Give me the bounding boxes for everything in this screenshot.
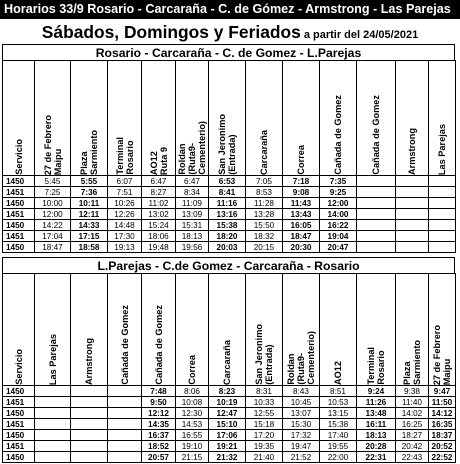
service-number-cell: 1450 (3, 176, 35, 187)
service-number-cell: 1451 (3, 187, 35, 198)
time-cell (108, 386, 142, 397)
time-cell: 7:51 (108, 187, 142, 198)
time-cell (71, 397, 108, 408)
time-cell: 9:38 (396, 386, 429, 397)
time-cell: 18:37 (429, 430, 456, 441)
days-label: Sábados, Domingos y Feriados (41, 22, 301, 42)
time-cell: 10:00 (35, 198, 71, 209)
time-cell: 19:04 (320, 231, 357, 242)
time-cell: 17:15 (71, 231, 108, 242)
column-header-label: San Jeronimo (Entrada) (217, 114, 237, 175)
time-cell: 15:18 (246, 419, 283, 430)
time-cell (35, 408, 71, 419)
time-cell: 19:48 (142, 242, 176, 253)
table-row (3, 231, 456, 242)
time-cell: 19:47 (283, 441, 320, 452)
table-row (3, 419, 456, 430)
time-cell: 19:10 (176, 441, 209, 452)
column-header-carcarana (209, 274, 246, 386)
table-row (3, 452, 456, 463)
column-header-armstrong (396, 61, 429, 176)
column-header-servicio (3, 274, 35, 386)
time-cell: 19:21 (209, 441, 246, 452)
column-header-label: San Jeronimo (Entrada) (254, 324, 274, 385)
time-cell: 15:30 (283, 419, 320, 430)
service-number-cell: 1450 (3, 220, 35, 231)
time-cell (71, 419, 108, 430)
column-header-armstrong (71, 274, 108, 386)
time-cell: 18:58 (71, 242, 108, 253)
time-cell: 5:55 (71, 176, 108, 187)
time-cell: 14:33 (71, 220, 108, 231)
time-cell: 9:08 (283, 187, 320, 198)
column-header-san-jeronimo-entrada (209, 61, 246, 176)
column-header-correa (283, 61, 320, 176)
time-cell (396, 176, 429, 187)
time-cell (357, 176, 396, 187)
column-header-label: Correa (296, 145, 306, 175)
time-cell: 19:13 (108, 242, 142, 253)
time-cell (71, 430, 108, 441)
time-cell: 16:55 (176, 430, 209, 441)
service-number-cell: 1451 (3, 209, 35, 220)
service-number-cell: 1450 (3, 452, 35, 463)
table-row (3, 220, 456, 231)
time-cell: 8:31 (246, 386, 283, 397)
column-header-row (3, 61, 456, 176)
time-cell: 10:19 (209, 397, 246, 408)
column-header-label: Carcaraña (259, 130, 269, 175)
time-cell (35, 441, 71, 452)
column-header-27-de-febrero-maipu (35, 61, 71, 176)
column-header-plaza-sarmiento (396, 274, 429, 386)
time-cell (429, 198, 456, 209)
time-cell (429, 220, 456, 231)
time-cell: 14:00 (320, 209, 357, 220)
time-cell: 18:27 (396, 430, 429, 441)
service-number-cell: 1451 (3, 231, 35, 242)
time-cell: 20:15 (246, 242, 283, 253)
table-row (3, 198, 456, 209)
time-cell: 13:07 (283, 408, 320, 419)
column-header-terminal-rosario (108, 61, 142, 176)
route-title-outbound: Rosario - Carcaraña - C. de Gomez - L.Parejas (2, 44, 455, 60)
time-cell (71, 452, 108, 463)
time-cell: 22:52 (429, 452, 456, 463)
table-row (3, 176, 456, 187)
time-cell (396, 242, 429, 253)
time-cell: 12:30 (176, 408, 209, 419)
time-cell (357, 209, 396, 220)
time-cell: 12:00 (320, 198, 357, 209)
column-header-label: Plaza Sarmiento (402, 340, 422, 385)
time-cell: 10:08 (176, 397, 209, 408)
time-cell: 12:00 (35, 209, 71, 220)
time-cell (108, 452, 142, 463)
column-header-label: Armstrong (84, 338, 94, 385)
column-header-label: Las Parejas (437, 123, 447, 175)
time-cell: 18:32 (246, 231, 283, 242)
time-cell (357, 220, 396, 231)
time-cell: 10:26 (108, 198, 142, 209)
time-cell (71, 386, 108, 397)
time-cell (396, 187, 429, 198)
column-header-label: Carcaraña (222, 340, 232, 385)
time-cell: 18:06 (142, 231, 176, 242)
column-header-label: AO12 (333, 360, 343, 385)
time-cell (396, 209, 429, 220)
time-cell: 11:02 (142, 198, 176, 209)
time-cell: 12:55 (246, 408, 283, 419)
time-cell: 22:31 (357, 452, 396, 463)
time-cell: 13:09 (176, 209, 209, 220)
time-cell: 7:05 (246, 176, 283, 187)
time-cell (357, 242, 396, 253)
time-cell (35, 419, 71, 430)
table-row (3, 386, 456, 397)
time-cell: 16:35 (429, 419, 456, 430)
time-cell (357, 231, 396, 242)
time-cell (429, 176, 456, 187)
column-header-label: Terminal Rosario (114, 137, 135, 175)
time-cell: 16:22 (320, 220, 357, 231)
time-cell: 13:28 (246, 209, 283, 220)
column-header-carcarana (246, 61, 283, 176)
time-cell: 11:43 (283, 198, 320, 209)
time-cell: 8:34 (176, 187, 209, 198)
column-header-correa (176, 274, 209, 386)
time-cell: 14:35 (142, 419, 176, 430)
time-cell: 11:40 (396, 397, 429, 408)
time-cell (71, 408, 108, 419)
route-title-return: L.Parejas - C.de Gomez - Carcaraña - Rosario (2, 257, 455, 273)
column-header-label: Roldan (Ruta9- Cementerio) (286, 331, 316, 385)
time-cell: 18:47 (283, 231, 320, 242)
column-header-label: Plaza Sarmiento (79, 130, 99, 175)
time-cell (357, 198, 396, 209)
time-cell: 20:03 (209, 242, 246, 253)
time-cell: 12:26 (108, 209, 142, 220)
time-cell: 19:56 (176, 242, 209, 253)
time-cell: 19:35 (246, 441, 283, 452)
time-cell: 13:43 (283, 209, 320, 220)
timetable-outbound (2, 60, 456, 253)
time-cell: 20:30 (283, 242, 320, 253)
column-header-label: Roldan (Ruta9- Cementerio) (177, 121, 207, 175)
time-cell (108, 419, 142, 430)
time-cell: 8:53 (246, 187, 283, 198)
time-cell: 18:47 (35, 242, 71, 253)
column-header-label: 27 de Febrero Maipu (432, 324, 452, 385)
time-cell: 11:26 (357, 397, 396, 408)
time-cell: 6:47 (176, 176, 209, 187)
time-cell: 10:11 (71, 198, 108, 209)
time-cell: 13:16 (209, 209, 246, 220)
service-number-cell: 1451 (3, 397, 35, 408)
time-cell: 18:52 (142, 441, 176, 452)
time-cell: 6:47 (142, 176, 176, 187)
time-cell: 11:16 (209, 198, 246, 209)
column-header-label: Armstrong (407, 128, 417, 175)
time-cell: 6:53 (209, 176, 246, 187)
time-cell: 7:48 (142, 386, 176, 397)
time-cell: 22:00 (320, 452, 357, 463)
time-cell: 11:09 (176, 198, 209, 209)
time-cell: 17:06 (209, 430, 246, 441)
column-header-label: Cañada de Gomez (333, 95, 343, 175)
column-header-servicio (3, 61, 35, 176)
time-cell (71, 441, 108, 452)
time-cell (108, 397, 142, 408)
column-header-roldan-ruta9-cementerio (283, 274, 320, 386)
table-row (3, 209, 456, 220)
table-row (3, 430, 456, 441)
time-cell: 14:22 (35, 220, 71, 231)
time-cell: 21:32 (209, 452, 246, 463)
time-cell (396, 220, 429, 231)
column-header-las-parejas (35, 274, 71, 386)
time-cell: 18:13 (176, 231, 209, 242)
time-cell: 12:11 (71, 209, 108, 220)
time-cell: 15:31 (176, 220, 209, 231)
time-cell: 19:55 (320, 441, 357, 452)
service-number-cell: 1451 (3, 441, 35, 452)
time-cell: 15:10 (209, 419, 246, 430)
table-row (3, 397, 456, 408)
time-cell: 15:38 (320, 419, 357, 430)
time-cell (429, 209, 456, 220)
time-cell (108, 430, 142, 441)
column-header-plaza-sarmiento (71, 61, 108, 176)
time-cell: 18:13 (357, 430, 396, 441)
schedule-subtitle (0, 20, 460, 44)
time-cell: 21:15 (176, 452, 209, 463)
column-header-label: Cañada de Gomez (119, 305, 130, 385)
time-cell: 8:23 (209, 386, 246, 397)
time-cell: 14:12 (429, 408, 456, 419)
column-header-roldan-ruta9-cementerio (176, 61, 209, 176)
time-cell: 20:42 (396, 441, 429, 452)
time-cell: 17:04 (35, 231, 71, 242)
time-cell: 21:40 (246, 452, 283, 463)
time-cell: 22:43 (396, 452, 429, 463)
column-header-terminal-rosario (357, 274, 396, 386)
column-header-label: Cañada de Gomez (153, 305, 164, 385)
column-header-row (3, 274, 456, 386)
time-cell (108, 441, 142, 452)
time-cell: 15:50 (246, 220, 283, 231)
time-cell (35, 397, 71, 408)
timetable-return (2, 273, 456, 463)
time-cell: 8:41 (209, 187, 246, 198)
time-cell: 17:20 (246, 430, 283, 441)
service-number-cell: 1450 (3, 408, 35, 419)
column-header-label: Servicio (13, 139, 24, 175)
time-cell: 16:11 (357, 419, 396, 430)
time-cell: 21:52 (283, 452, 320, 463)
time-cell: 9:24 (357, 386, 396, 397)
time-cell: 10:45 (283, 397, 320, 408)
time-cell (35, 430, 71, 441)
table-row (3, 242, 456, 253)
time-cell: 9:25 (320, 187, 357, 198)
time-cell: 13:15 (320, 408, 357, 419)
column-header-ao12 (320, 274, 357, 386)
column-header-label: Terminal Rosario (366, 347, 386, 385)
time-cell (429, 231, 456, 242)
time-cell: 20:57 (142, 452, 176, 463)
column-header-label: 27 de Febrero Maipu (42, 114, 63, 175)
time-cell: 15:38 (209, 220, 246, 231)
column-header-label: AO12 Ruta 9 (148, 146, 169, 175)
time-cell: 14:53 (176, 419, 209, 430)
table-row (3, 441, 456, 452)
table-row (3, 187, 456, 198)
time-cell: 20:47 (320, 242, 357, 253)
column-header-canada-de-gomez (357, 61, 396, 176)
time-cell: 10:53 (320, 397, 357, 408)
time-cell (396, 198, 429, 209)
column-header-san-jeronimo-entrada (246, 274, 283, 386)
column-header-las-parejas (429, 61, 456, 176)
service-number-cell: 1450 (3, 430, 35, 441)
time-cell: 13:02 (142, 209, 176, 220)
time-cell (429, 242, 456, 253)
time-cell: 10:33 (246, 397, 283, 408)
time-cell: 14:48 (108, 220, 142, 231)
time-cell: 20:28 (357, 441, 396, 452)
column-header-canada-de-gomez (142, 274, 176, 386)
time-cell: 13:48 (357, 408, 396, 419)
time-cell: 7:36 (71, 187, 108, 198)
service-number-cell: 1450 (3, 242, 35, 253)
time-cell: 18:20 (209, 231, 246, 242)
time-cell: 16:37 (142, 430, 176, 441)
time-cell (357, 187, 396, 198)
time-cell: 15:24 (142, 220, 176, 231)
time-cell: 9:47 (429, 386, 456, 397)
time-cell: 6:07 (108, 176, 142, 187)
time-cell (429, 187, 456, 198)
time-cell: 8:06 (176, 386, 209, 397)
time-cell: 8:43 (283, 386, 320, 397)
time-cell (35, 386, 71, 397)
column-header-canada-de-gomez (108, 274, 142, 386)
time-cell: 16:25 (396, 419, 429, 430)
column-header-label: Las Parejas (47, 333, 58, 385)
column-header-label: Correa (187, 355, 197, 385)
valid-from-label: a partir del 24/05/2021 (300, 29, 419, 41)
time-cell: 5:45 (35, 176, 71, 187)
service-number-cell: 1450 (3, 386, 35, 397)
time-cell: 11:28 (246, 198, 283, 209)
time-cell: 20:52 (429, 441, 456, 452)
time-cell (396, 231, 429, 242)
column-header-27-de-febrero-maipu (429, 274, 456, 386)
schedule-title: Horarios 33/9 Rosario - Carcaraña - C. de Gómez - Armstrong - Las Parejas (0, 0, 460, 19)
column-header-label: Servicio (13, 349, 24, 385)
time-cell: 12:12 (142, 408, 176, 419)
time-cell: 8:27 (142, 187, 176, 198)
time-cell: 12:47 (209, 408, 246, 419)
time-cell (108, 408, 142, 419)
time-cell: 7:25 (35, 187, 71, 198)
table-row (3, 408, 456, 419)
time-cell: 11:50 (429, 397, 456, 408)
time-cell: 7:35 (320, 176, 357, 187)
time-cell: 17:30 (108, 231, 142, 242)
service-number-cell: 1450 (3, 198, 35, 209)
time-cell: 17:32 (283, 430, 320, 441)
time-cell: 14:02 (396, 408, 429, 419)
column-header-label: Cañada de Gomez (371, 95, 381, 175)
service-number-cell: 1451 (3, 419, 35, 430)
column-header-ao12-ruta-9 (142, 61, 176, 176)
column-header-canada-de-gomez (320, 61, 357, 176)
time-cell: 17:40 (320, 430, 357, 441)
time-cell: 8:51 (320, 386, 357, 397)
time-cell: 16:05 (283, 220, 320, 231)
time-cell (35, 452, 71, 463)
time-cell: 7:18 (283, 176, 320, 187)
time-cell: 9:50 (142, 397, 176, 408)
